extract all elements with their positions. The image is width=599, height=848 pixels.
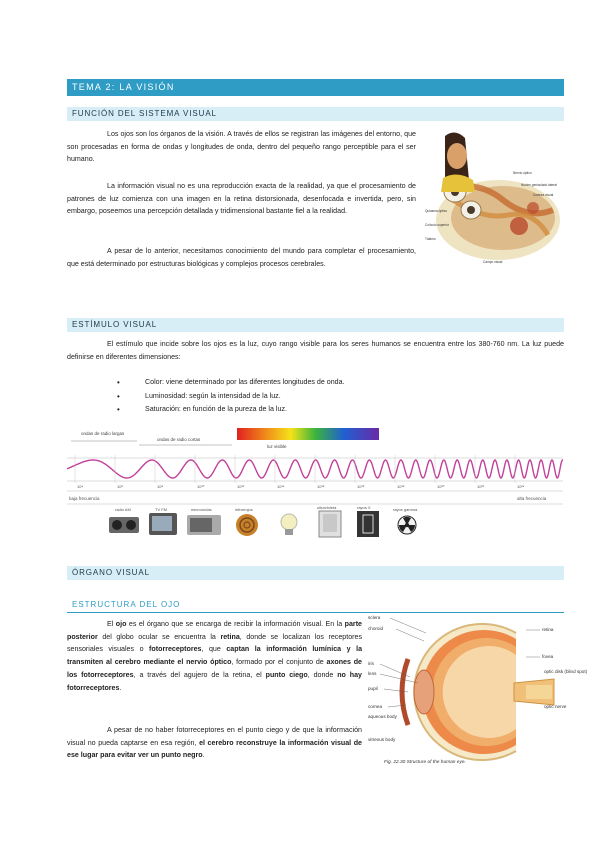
bold-term: parte posterior: [67, 620, 363, 641]
brain-label: Quiasma óptico: [425, 209, 448, 213]
text-run: .: [202, 751, 205, 760]
text-run: El: [107, 620, 116, 628]
dimension-list: [117, 376, 345, 417]
section-title: ESTÍMULO VISUAL: [72, 320, 158, 329]
brain-label: Núcleo geniculado lateral: [521, 183, 557, 187]
bold-term: fotorreceptores: [149, 645, 202, 654]
tick-label: 10²⁴: [517, 484, 525, 489]
tick-label: 10¹⁴: [277, 484, 285, 489]
paragraph-estructura-2: [67, 724, 362, 762]
device-label: infrarrojos: [235, 507, 253, 512]
tick-label: 10⁶: [117, 484, 124, 489]
brain-label: Campo visual: [483, 260, 503, 264]
device-label: rayos X: [357, 505, 371, 510]
tick-label: 10¹⁸: [397, 484, 405, 489]
eye-structure-diagram: [366, 613, 588, 773]
tick-label: 10⁴: [77, 484, 84, 489]
text-run: , donde: [307, 670, 338, 679]
tick-label: 10¹⁰: [197, 484, 205, 489]
electromagnetic-spectrum-figure: [67, 425, 563, 550]
brain-label: Colículo superior: [425, 223, 449, 227]
paragraph-estimulo: El estímulo que incide sobre los ojos es la luz, cuyo rango visible para los seres humanos se encuentra entre los 380-760 nm. La luz puede definirse en diferentes dimensiones:: [67, 340, 564, 361]
eye-label: optic nerve: [544, 704, 567, 709]
tick-label: 10⁸: [157, 484, 164, 489]
label-short-waves: ondas de radio cortas: [157, 437, 201, 442]
paragraph-funcion-3: A pesar de lo anterior, necesitamos conocimiento del mundo para completar el procesamiento, que está determinado por estructuras biológicas y complejos procesos cerebrales.: [67, 247, 416, 268]
paragraph-estructura-1: [67, 618, 362, 694]
section-heading-estimulo: [67, 318, 564, 332]
text-run: , a través del agujero de la retina, el: [133, 670, 266, 679]
tick-label: 10¹⁵: [317, 484, 325, 489]
eye-label: lens: [368, 671, 377, 676]
bold-term: retina: [220, 632, 240, 641]
text-run: , que: [201, 645, 227, 654]
tick-label: 10²⁰: [437, 484, 445, 489]
text-run: .: [119, 683, 122, 692]
visible-spectrum-bar: [237, 428, 379, 440]
label-long-waves: ondas de radio largas: [81, 431, 125, 436]
device-microwave-icon: [187, 515, 221, 535]
brain-label: Tálamo: [425, 237, 436, 241]
text-run: del globo ocular se encuentra la: [97, 632, 221, 641]
text-run: , formado por el conjunto de: [231, 658, 327, 667]
tick-label: 10¹⁶: [357, 484, 365, 489]
eye-label: iris: [368, 661, 374, 666]
section-title: ÓRGANO VISUAL: [72, 568, 150, 577]
bold-term: captan la información lumínica y la transmiten al cerebro mediante el nervio óptico: [67, 645, 363, 667]
tema-title: TEMA 2: LA VISIÓN: [72, 82, 175, 92]
eye-label: cornea: [368, 704, 383, 709]
eye-label: aqueous body: [368, 714, 397, 719]
brain-label: Nervio óptico: [513, 171, 532, 175]
section-heading-organo: [67, 566, 564, 580]
paragraph-funcion-2: La información visual no es una reproducción exacta de la realidad, ya que el procesamiento de patrones de luz comienza con una imagen en la retina distorsionada, desenfocada e invertida, pero, sin embargo, poseemos una percepción detallada y tridimensional bastante fiel a la realidad.: [67, 182, 416, 216]
radiation-icon: [398, 516, 416, 534]
subsection-title: ESTRUCTURA DEL OJO: [72, 600, 181, 609]
bold-term: el cerebro reconstruye la información visual de ese lugar para evitar ver un punto negro: [67, 738, 362, 760]
device-label: TV FM: [155, 507, 167, 512]
bold-term: no hay fotorreceptores: [67, 670, 362, 692]
visual-pathway-illustration: [423, 130, 565, 270]
eye-label: choroid: [368, 626, 384, 631]
device-uv-icon: [319, 511, 341, 537]
text-run: es el órgano que se encarga de recibir la información visual. En la: [126, 620, 345, 628]
bold-term: axones de los fotorreceptores: [67, 658, 362, 679]
eye-label: sclera: [368, 615, 381, 620]
eye-label: optic disk (blind spot): [544, 669, 588, 674]
device-label: radio AM: [115, 507, 131, 512]
bold-term: punto ciego: [265, 670, 308, 679]
paragraph-funcion-1: Los ojos son los órganos de la visión. A través de ellos se registran las imágenes del entorno, que son procesadas en forma de ondas y longitudes de onda, dentro del pequeño rango perceptible para el ser humano.: [67, 130, 416, 164]
section-heading-funcion: [67, 107, 564, 121]
bold-term: ojo: [115, 620, 127, 628]
label-visible-light: luz visible: [267, 444, 287, 449]
list-item: • Color: viene determinado por las diferentes longitudes de onda.: [117, 376, 345, 390]
device-bulb-icon: [281, 514, 297, 535]
subsection-heading-estructura: [67, 599, 564, 613]
brain-label: Corteza visual: [533, 193, 554, 197]
eye-label: vitreous body: [368, 737, 396, 742]
eye-label: pupil: [368, 686, 378, 691]
tick-label: 10¹²: [237, 484, 245, 489]
device-label: microondas: [191, 507, 212, 512]
list-item: • Saturación: en función de la pureza de la luz.: [117, 403, 345, 417]
device-label: rayos gamma: [393, 507, 418, 512]
device-radio-icon: [109, 517, 139, 533]
eye-labels-left: [368, 615, 398, 742]
section-title: FUNCIÓN DEL SISTEMA VISUAL: [72, 109, 217, 118]
list-item: • Luminosidad: según la intensidad de la luz.: [117, 390, 345, 404]
label-low-frequency: baja frecuencia: [69, 496, 100, 501]
device-infrared-icon: [236, 514, 258, 536]
device-tv-icon: [149, 513, 177, 535]
label-high-frequency: alta frecuencia: [517, 496, 547, 501]
device-label: ultravioleta: [317, 505, 337, 510]
eye-figure-caption: Fig. 22.30 Structure of the human eye.: [384, 760, 466, 765]
eye-label: retina: [542, 627, 554, 632]
text-run: , donde se localizan los receptores sensoriales visuales o: [67, 632, 362, 654]
tema-title-bar: [67, 79, 564, 96]
tick-label: 10²²: [477, 484, 485, 489]
eye-label: fovea: [542, 654, 554, 659]
device-xray-icon: [357, 511, 379, 537]
text-run: A pesar de no haber fotorreceptores en el punto ciego y de que la información visual no pueda captarse en esa región,: [67, 726, 362, 747]
